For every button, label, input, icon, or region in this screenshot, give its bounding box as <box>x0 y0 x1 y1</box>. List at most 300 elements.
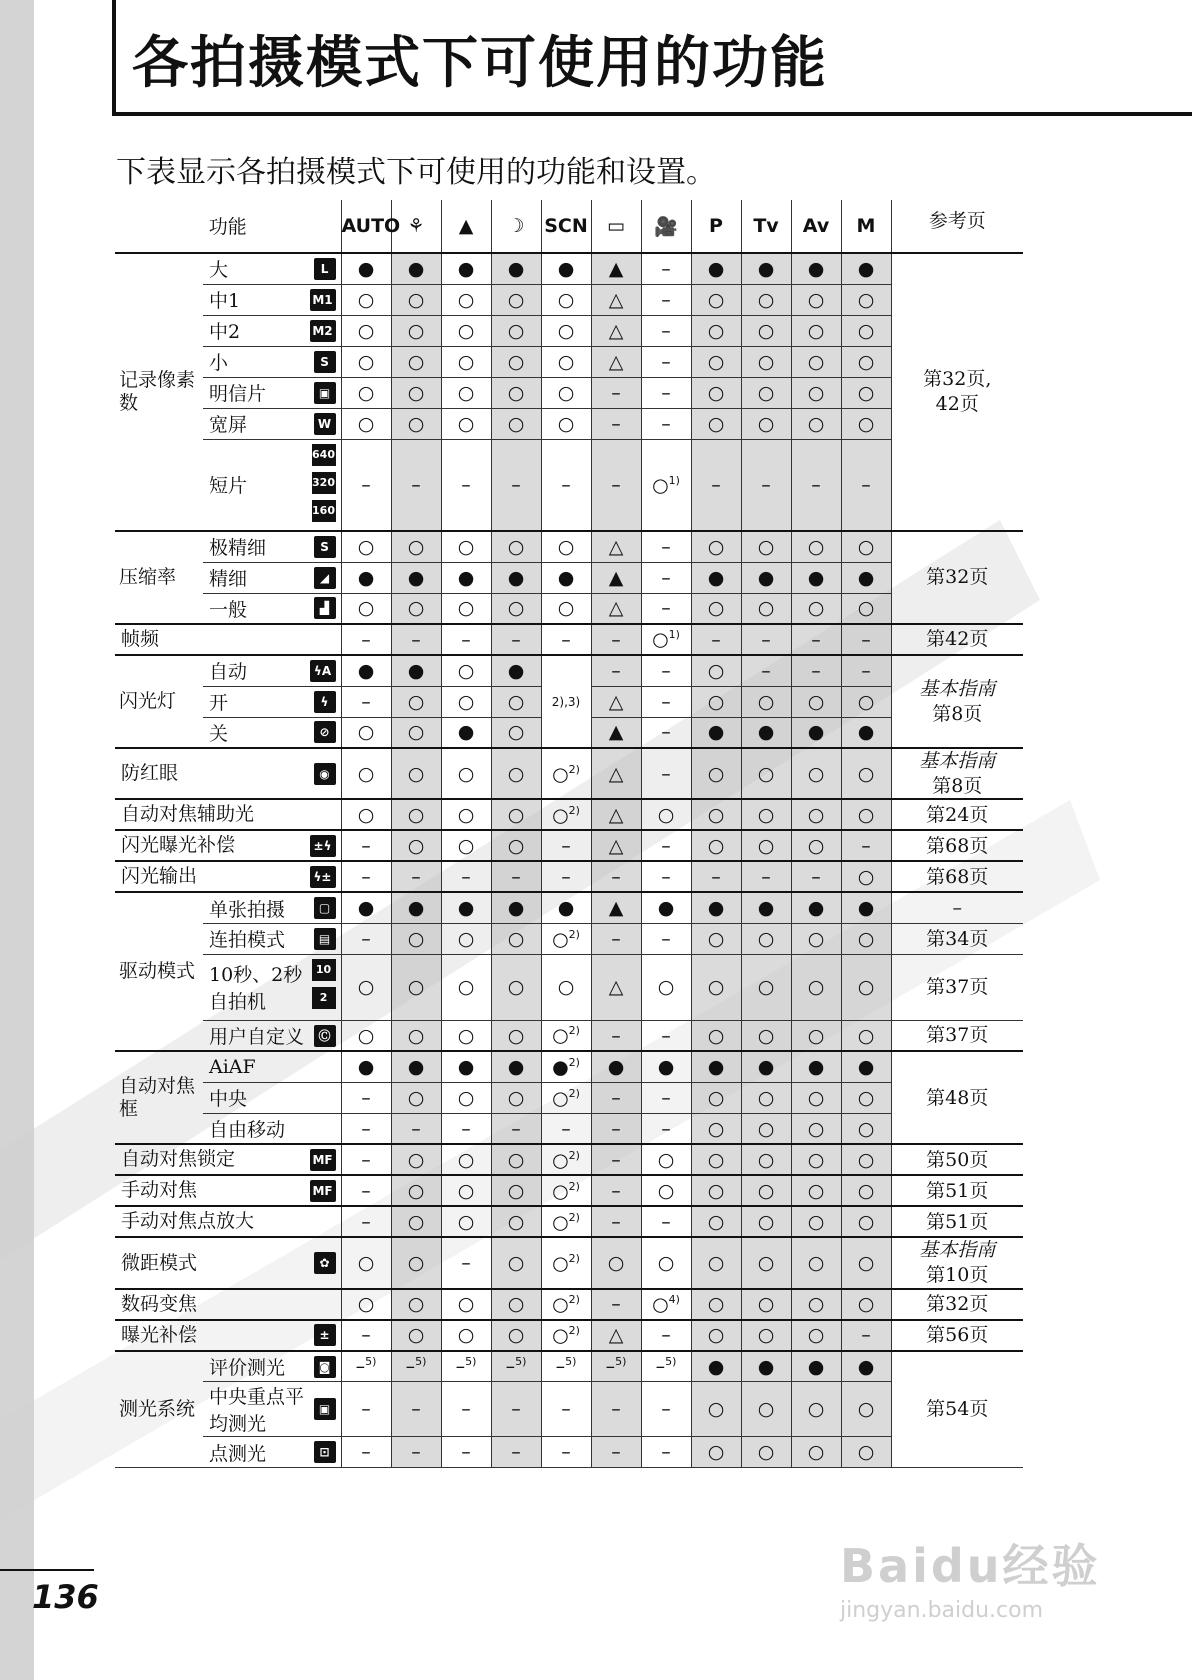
category-label: 记录像素数 <box>115 253 203 531</box>
subitem-label <box>203 1437 341 1468</box>
mode-setting-icon: ◙ <box>314 1356 336 1378</box>
mode-cell: ○ <box>691 1144 741 1175</box>
mode-cell: – <box>591 439 641 531</box>
mode-cell: ○ <box>641 1175 691 1206</box>
category-label: 手动对焦点放大 <box>115 1206 341 1237</box>
mode-cell: – <box>341 1437 391 1468</box>
mode-header-movie-icon: 🎥 <box>641 200 691 253</box>
subitem-text: 连拍模式 <box>209 929 286 952</box>
subitem-label <box>203 593 341 624</box>
mode-cell: △ <box>591 593 641 624</box>
ref-page <box>891 861 1023 892</box>
mode-cell: – <box>641 1113 691 1144</box>
mode-cell: ○$^{2)}$ <box>541 1289 591 1320</box>
mode-cell: ▲ <box>591 717 641 748</box>
mode-cell: ○ <box>341 799 391 830</box>
mode-cell: ○ <box>491 799 541 830</box>
mode-cell: ○ <box>791 377 841 408</box>
mode-cell: ○ <box>791 954 841 1020</box>
mode-cell: – <box>741 624 791 655</box>
mode-cell: ○ <box>741 1320 791 1351</box>
icon-stack <box>312 959 336 1009</box>
watermark-logo: Baidu经验 <box>840 1539 1101 1593</box>
mode-cell: ○ <box>841 1175 891 1206</box>
mode-cell: – <box>841 830 891 861</box>
subitem-text: 点测光 <box>209 1442 267 1465</box>
mode-cell: ▲ <box>591 892 641 923</box>
mode-cell: ○ <box>441 799 491 830</box>
mode-cell: ○ <box>491 531 541 562</box>
mode-cell: ○ <box>741 531 791 562</box>
ref-guide: 基本指南 <box>919 750 996 772</box>
mode-cell: ● <box>841 717 891 748</box>
subitem-text: 单张拍摄 <box>209 898 286 921</box>
mode-cell: – <box>691 861 741 892</box>
mode-cell: – <box>491 1437 541 1468</box>
mode-cell: ○ <box>391 1289 441 1320</box>
mode-cell: ● <box>691 1051 741 1082</box>
mode-cell: ● <box>341 562 391 593</box>
mode-cell: –$^{5)}$ <box>441 1351 491 1382</box>
mode-cell: ○ <box>841 923 891 954</box>
subitem-label <box>203 954 341 1020</box>
mode-cell: ○ <box>541 284 591 315</box>
mode-cell: – <box>791 861 841 892</box>
mode-header-M: M <box>841 200 891 253</box>
mode-cell: ○ <box>741 1113 791 1144</box>
mode-cell: – <box>441 1382 491 1437</box>
mode-setting-icon: ▣ <box>314 382 336 404</box>
table-row <box>115 1351 1023 1382</box>
mode-cell: △ <box>591 748 641 799</box>
mode-cell: ○$^{2)}$ <box>541 923 591 954</box>
footnote-marker: 2) <box>568 1179 580 1193</box>
footnote-marker: 2) <box>568 1210 580 1224</box>
mode-cell: ● <box>391 562 441 593</box>
mode-cell: ○$^{2)}$ <box>541 1320 591 1351</box>
mode-cell: ● <box>841 1051 891 1082</box>
mode-cell: ● <box>641 892 691 923</box>
mode-cell: – <box>691 439 741 531</box>
footnote-marker: 2) <box>568 803 580 817</box>
mode-cell: ● <box>791 562 841 593</box>
mode-cell: ● <box>391 655 441 686</box>
ref-page-text: 第37页 <box>926 1024 989 1047</box>
mode-setting-icon: M1 <box>310 289 336 311</box>
mode-cell: ○ <box>441 954 491 1020</box>
table-row <box>115 562 1023 593</box>
mode-cell: ○ <box>391 1020 441 1051</box>
mode-cell: ○ <box>491 1020 541 1051</box>
ref-page-text: 第48页 <box>926 1086 989 1109</box>
mode-cell: – <box>641 1206 691 1237</box>
mode-cell: ○ <box>541 408 591 439</box>
baidu-watermark <box>840 1530 1101 1623</box>
subitem-text: 中央 <box>209 1088 248 1111</box>
mode-cell: – <box>391 1437 441 1468</box>
mode-setting-icon: S <box>314 536 336 558</box>
mode-setting-icon: 640 <box>312 444 336 466</box>
header-row <box>115 200 1023 253</box>
mode-header-landscape-icon: ▲ <box>441 200 491 253</box>
mode-setting-icon: 320 <box>312 472 336 494</box>
mode-cell: ○ <box>741 1382 791 1437</box>
subitem-text: 中1 <box>209 290 241 312</box>
mode-cell: ○ <box>791 1113 841 1144</box>
mode-cell: ○ <box>691 748 741 799</box>
subitem-label <box>203 377 341 408</box>
mode-cell: – <box>591 655 641 686</box>
ref-page <box>891 1206 1023 1237</box>
page-number: 136 <box>32 1578 99 1616</box>
ref-page <box>891 1144 1023 1175</box>
table-row-single <box>115 624 1023 655</box>
subitem-text: 短片 <box>209 475 248 498</box>
mode-setting-icon: ▟ <box>314 597 336 619</box>
mode-cell: ○ <box>391 377 441 408</box>
mode-setting-icon: ± <box>314 1324 336 1346</box>
mode-cell: ● <box>441 717 491 748</box>
mode-cell: ● <box>491 1051 541 1082</box>
table-row <box>115 593 1023 624</box>
mode-cell: – <box>641 593 691 624</box>
mode-setting-icon: ϟA <box>310 660 336 682</box>
mode-cell: – <box>341 686 391 717</box>
mode-cell: ○ <box>691 531 741 562</box>
mode-cell: – <box>641 830 691 861</box>
subitem-text: 自动 <box>209 661 248 684</box>
mode-header-night-snapshot-icon: ☽ <box>491 200 541 253</box>
mode-cell: – <box>591 1289 641 1320</box>
mode-cell: ○ <box>341 954 391 1020</box>
mode-cell: –$^{5)}$ <box>641 1351 691 1382</box>
mode-setting-icon: ±ϟ <box>310 835 336 857</box>
mode-header-P: P <box>691 200 741 253</box>
mode-cell: – <box>341 1382 391 1437</box>
ref-guide: 基本指南 <box>919 1239 996 1262</box>
mode-cell: △ <box>591 686 641 717</box>
mode-cell: – <box>641 346 691 377</box>
mode-cell: – <box>341 1320 391 1351</box>
mode-cell: ○ <box>791 1289 841 1320</box>
table-row-single <box>115 748 1023 799</box>
mode-cell: ○ <box>841 748 891 799</box>
mode-cell: ○ <box>441 1020 491 1051</box>
mode-cell: ○$^{2)}$ <box>541 799 591 830</box>
mode-cell: ○ <box>741 1206 791 1237</box>
mode-cell: – <box>591 861 641 892</box>
mode-cell: ○ <box>741 346 791 377</box>
mode-cell: ○ <box>691 593 741 624</box>
table-row-single <box>115 1320 1023 1351</box>
ref-page <box>891 624 1023 655</box>
mode-cell: ○ <box>691 686 741 717</box>
mode-cell: ○ <box>791 593 841 624</box>
ref-page <box>891 1351 1023 1468</box>
mode-cell: ● <box>341 892 391 923</box>
mode-cell: – <box>641 1020 691 1051</box>
mode-cell: ○ <box>791 315 841 346</box>
mode-cell: ○ <box>741 686 791 717</box>
mode-cell: – <box>641 1382 691 1437</box>
mode-cell: ○ <box>391 346 441 377</box>
ref-page <box>891 1320 1023 1351</box>
mode-cell: ○ <box>741 1020 791 1051</box>
mode-cell: △ <box>591 799 641 830</box>
mode-cell: ○ <box>741 315 791 346</box>
ref-page <box>891 892 1023 923</box>
mode-cell: ○ <box>491 1237 541 1288</box>
table-row <box>115 923 1023 954</box>
mode-cell: ● <box>691 562 741 593</box>
mode-cell: ● <box>341 1051 391 1082</box>
mode-cell: – <box>591 377 641 408</box>
mode-cell: ○$^{2)}$ <box>541 748 591 799</box>
mode-cell: ○ <box>691 1289 741 1320</box>
mode-cell: ○$^{2)}$ <box>541 1082 591 1113</box>
table-row-single <box>115 799 1023 830</box>
mode-header-AUTO: AUTO <box>341 200 391 253</box>
mode-cell: ○$^{2)}$ <box>541 1175 591 1206</box>
mode-cell: –$^{5)}$ <box>391 1351 441 1382</box>
subitem-label <box>203 686 341 717</box>
ref-page <box>891 923 1023 954</box>
subitem-text: 评价测光 <box>209 1357 286 1379</box>
subitem-label <box>203 1051 341 1082</box>
mode-cell: ○ <box>691 377 741 408</box>
mode-cell: ○ <box>441 686 491 717</box>
mode-header-SCN: SCN <box>541 200 591 253</box>
mode-cell: – <box>541 439 591 531</box>
mode-cell: ○ <box>441 923 491 954</box>
mode-cell: ○ <box>841 346 891 377</box>
mode-cell: ○ <box>391 830 441 861</box>
mode-cell: ○ <box>491 1289 541 1320</box>
mode-setting-icon: ϟ <box>314 691 336 713</box>
mode-cell: ○ <box>441 408 491 439</box>
mode-cell: ○ <box>691 1082 741 1113</box>
mode-cell: ○ <box>691 923 741 954</box>
mode-cell: – <box>641 1437 691 1468</box>
table-row <box>115 315 1023 346</box>
subitem-text: 明信片 <box>209 383 267 405</box>
mode-cell: ● <box>541 892 591 923</box>
ref-page-text: 第50页 <box>926 1148 989 1171</box>
mode-cell: – <box>491 439 541 531</box>
mode-cell: ○ <box>741 1237 791 1288</box>
mode-cell: ○ <box>491 1175 541 1206</box>
subitem-text: 宽屏 <box>209 414 248 436</box>
subitem-label <box>203 892 341 923</box>
mode-cell: ○ <box>391 1320 441 1351</box>
table-row-single <box>115 861 1023 892</box>
mode-cell: ○ <box>341 408 391 439</box>
mode-setting-icon: 160 <box>312 500 336 522</box>
ref-page-text: 第68页 <box>926 834 989 857</box>
ref-page <box>891 531 1023 624</box>
mode-cell: – <box>441 861 491 892</box>
mode-cell: – <box>791 624 841 655</box>
mode-cell: ○ <box>691 954 741 1020</box>
mode-cell: – <box>391 861 441 892</box>
mode-cell: – <box>791 655 841 686</box>
subitem-label <box>203 655 341 686</box>
mode-cell: ● <box>741 892 791 923</box>
mode-cell: ○ <box>791 346 841 377</box>
mode-setting-icon: ◢ <box>314 567 336 589</box>
subitem-label <box>203 1020 341 1051</box>
mode-cell: ○ <box>741 748 791 799</box>
table-row <box>115 284 1023 315</box>
mode-cell: ○ <box>391 923 441 954</box>
mode-cell: ○ <box>391 748 441 799</box>
ref-page-text: 第68页 <box>926 865 989 888</box>
mode-cell: ○ <box>491 923 541 954</box>
mode-cell: ○ <box>641 799 691 830</box>
mode-cell: ○ <box>491 315 541 346</box>
mode-cell: ○ <box>841 1382 891 1437</box>
mode-cell: ○ <box>391 1144 441 1175</box>
ref-page-text: 第51页 <box>926 1179 989 1202</box>
mode-cell: ○ <box>691 1020 741 1051</box>
mode-cell: ○ <box>841 531 891 562</box>
ref-page <box>891 253 1023 531</box>
mode-cell: – <box>541 624 591 655</box>
mode-cell: ● <box>691 717 741 748</box>
ref-page-text: 第56页 <box>926 1323 989 1346</box>
mode-cell: ○ <box>691 1320 741 1351</box>
mode-cell: ○ <box>591 1237 641 1288</box>
mode-cell: ○ <box>741 1437 791 1468</box>
mode-cell: ○ <box>791 1144 841 1175</box>
mode-cell: – <box>741 655 791 686</box>
mode-cell: – <box>541 1382 591 1437</box>
mode-cell: ○ <box>391 954 441 1020</box>
mode-setting-icon: ▣ <box>314 1398 336 1420</box>
mode-cell: – <box>341 624 391 655</box>
mode-cell: ○ <box>341 315 391 346</box>
mode-setting-icon: MF <box>310 1149 336 1171</box>
table-row <box>115 439 1023 531</box>
mode-cell: – <box>591 1082 641 1113</box>
mode-cell: ○ <box>741 1082 791 1113</box>
mode-cell: ○ <box>841 1020 891 1051</box>
mode-cell: ○ <box>441 830 491 861</box>
mode-cell: ○ <box>491 1144 541 1175</box>
mode-cell: – <box>641 315 691 346</box>
footnote-marker: 2) <box>568 1024 580 1038</box>
mode-cell: ○ <box>791 531 841 562</box>
mode-cell: ○ <box>491 377 541 408</box>
category-label: 帧频 <box>115 624 341 655</box>
footnote-marker: 2) <box>568 762 580 776</box>
mode-cell: – <box>591 1175 641 1206</box>
mode-cell: ○$^{4)}$ <box>641 1289 691 1320</box>
mode-cell: ○ <box>441 377 491 408</box>
mode-cell: △ <box>591 315 641 346</box>
mode-cell: ○ <box>491 1320 541 1351</box>
page-number-rule <box>0 1569 94 1571</box>
mode-cell: ○ <box>791 1206 841 1237</box>
table-row-single <box>115 830 1023 861</box>
ref-page-text: 第32页 <box>926 566 989 589</box>
mode-cell: – <box>741 861 791 892</box>
mode-cell: – <box>591 624 641 655</box>
mode-cell: – <box>641 562 691 593</box>
mode-cell: △ <box>591 346 641 377</box>
table-row <box>115 954 1023 1020</box>
mode-cell: ○ <box>691 346 741 377</box>
mode-cell: ○ <box>391 1237 441 1288</box>
mode-setting-icon: ⊘ <box>314 721 336 743</box>
table-row <box>115 408 1023 439</box>
mode-cell: ● <box>391 892 441 923</box>
ref-guide: 基本指南 <box>919 677 996 700</box>
mode-cell: ○ <box>441 1175 491 1206</box>
mode-cell: –$^{5)}$ <box>591 1351 641 1382</box>
category-label: 微距模式 ✿ <box>115 1237 341 1288</box>
mode-cell: ● <box>841 562 891 593</box>
function-availability-table <box>115 200 1023 1468</box>
mode-cell: ○ <box>341 346 391 377</box>
mode-cell: ○ <box>791 1175 841 1206</box>
ref-page-text: 第8页 <box>932 702 983 725</box>
mode-cell: ○ <box>541 346 591 377</box>
category-label: 自动对焦锁定 MF <box>115 1144 341 1175</box>
footnote-marker: 5) <box>415 1355 427 1369</box>
mode-cell: △ <box>591 531 641 562</box>
mode-cell: – <box>591 1020 641 1051</box>
ref-page-text: – <box>952 896 963 919</box>
mode-cell: ○ <box>691 1175 741 1206</box>
mode-cell: ● <box>691 892 741 923</box>
mode-header-stitch-assist-icon: ▭ <box>591 200 641 253</box>
mode-cell: – <box>391 1382 441 1437</box>
footnote-marker: 2) <box>568 927 580 941</box>
subitem-label <box>203 1113 341 1144</box>
mode-cell: – <box>791 439 841 531</box>
mode-cell: ○ <box>391 531 441 562</box>
mode-cell: – <box>491 1113 541 1144</box>
mode-cell: ○ <box>791 1320 841 1351</box>
mode-cell: ○ <box>791 748 841 799</box>
ref-page-text: 第32页, 42页 <box>923 368 992 415</box>
mode-cell: ○ <box>441 593 491 624</box>
mode-cell: ○ <box>841 593 891 624</box>
mode-cell: ○ <box>791 799 841 830</box>
ref-page-text: 第24页 <box>926 803 989 826</box>
mode-cell: ○ <box>491 830 541 861</box>
category-label: 手动对焦 MF <box>115 1175 341 1206</box>
mode-cell-scn-note: 2),3) <box>541 655 591 748</box>
mode-cell: – <box>641 717 691 748</box>
mode-cell: ○ <box>391 315 441 346</box>
table-header <box>115 200 1023 253</box>
mode-cell: ○ <box>741 1144 791 1175</box>
mode-cell: △ <box>591 1320 641 1351</box>
mode-cell: ● <box>341 253 391 284</box>
mode-cell: – <box>391 1113 441 1144</box>
mode-cell: ● <box>791 1051 841 1082</box>
category-label: 闪光灯 <box>115 655 203 748</box>
mode-cell: ○$^{2)}$ <box>541 1206 591 1237</box>
mode-cell: ○ <box>541 315 591 346</box>
mode-setting-icon: S <box>314 351 336 373</box>
subitem-label <box>203 315 341 346</box>
ref-page <box>891 1237 1023 1288</box>
subitem-label <box>203 284 341 315</box>
mode-cell: – <box>591 923 641 954</box>
